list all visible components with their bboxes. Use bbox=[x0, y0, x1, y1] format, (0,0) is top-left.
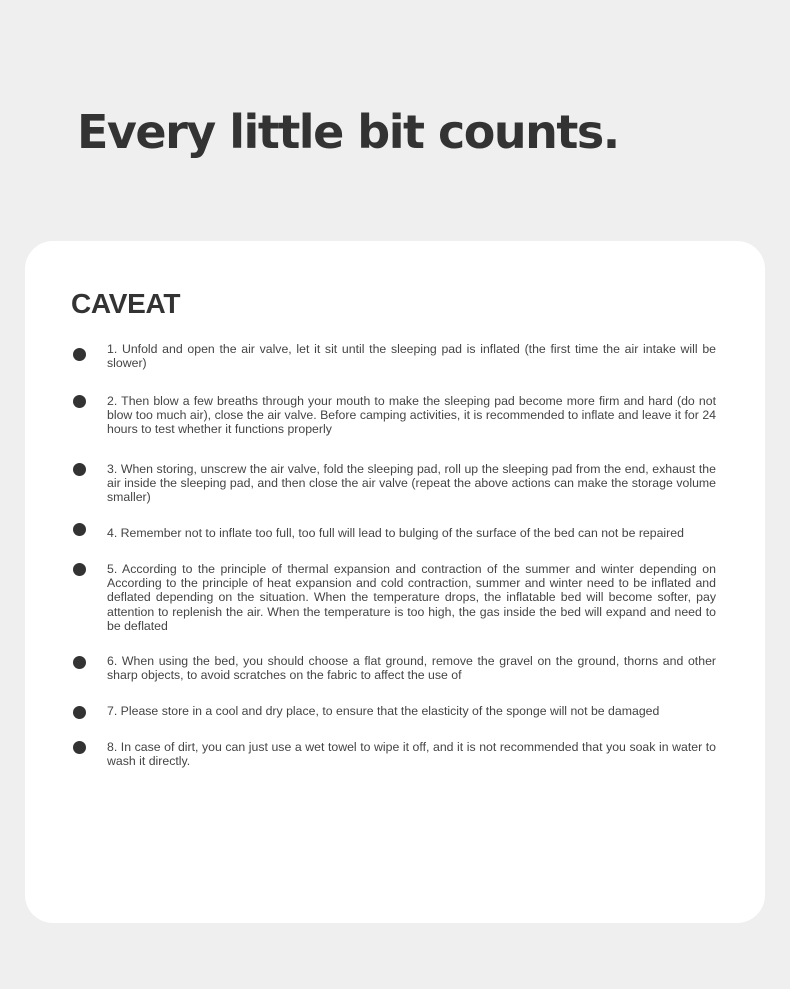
bullet-dot-icon bbox=[73, 463, 86, 476]
caveat-title: CAVEAT bbox=[71, 288, 181, 319]
caveat-item bbox=[71, 740, 716, 768]
bullet-dot-icon bbox=[73, 563, 86, 576]
caveat-item bbox=[71, 562, 716, 633]
caveat-item-text: 3. When storing, unscrew the air valve, fold the sleeping pad, roll up the sleeping pad from the end, exhaust the air inside the sleeping pad, and then close the air valve (repeat the above actions can make the storage volume smaller) bbox=[107, 462, 716, 505]
caveat-item bbox=[71, 342, 716, 370]
caveat-item bbox=[71, 704, 716, 718]
caveat-item bbox=[71, 394, 716, 437]
caveat-item-text: 7. Please store in a cool and dry place, to ensure that the elasticity of the sponge will not be damaged bbox=[107, 704, 660, 718]
bullet-dot-icon bbox=[73, 741, 86, 754]
bullet-dot-icon bbox=[73, 348, 86, 361]
page-headline: Every little bit counts. bbox=[77, 105, 619, 159]
caveat-item-text: 5. According to the principle of thermal expansion and contraction of the summer and winter depending on According to the principle of heat expansion and cold contraction, summer and winter need to be inflated and deflated depending on the situation. When the temperature drops, the inflatable bed will become softer, pay attention to replenish the air. When the temperature is too high, the gas inside the bed will expand and need to be deflated bbox=[107, 562, 716, 633]
bullet-dot-icon bbox=[73, 706, 86, 719]
bullet-dot-icon bbox=[73, 523, 86, 536]
caveat-item-text: 2. Then blow a few breaths through your mouth to make the sleeping pad become more firm and hard (do not blow too much air), close the air valve. Before camping activities, it is recommended to inflate and leave it for 24 hours to test whether it functions properly bbox=[107, 394, 716, 437]
bullet-dot-icon bbox=[73, 656, 86, 669]
caveat-item bbox=[71, 654, 716, 682]
caveat-item bbox=[71, 462, 716, 505]
caveat-item bbox=[71, 526, 716, 540]
caveat-item-text: 8. In case of dirt, you can just use a wet towel to wipe it off, and it is not recommended that you soak in water to wash it directly. bbox=[107, 740, 716, 769]
caveat-item-text: 6. When using the bed, you should choose a flat ground, remove the gravel on the ground, thorns and other sharp objects, to avoid scratches on the fabric to affect the use of bbox=[107, 654, 716, 683]
caveat-item-text: 1. Unfold and open the air valve, let it sit until the sleeping pad is inflated (the first time the air intake will be slower) bbox=[107, 342, 716, 371]
bullet-dot-icon bbox=[73, 395, 86, 408]
caveat-card bbox=[25, 241, 765, 923]
caveat-item-text: 4. Remember not to inflate too full, too full will lead to bulging of the surface of the bed can not be repaired bbox=[107, 526, 684, 540]
